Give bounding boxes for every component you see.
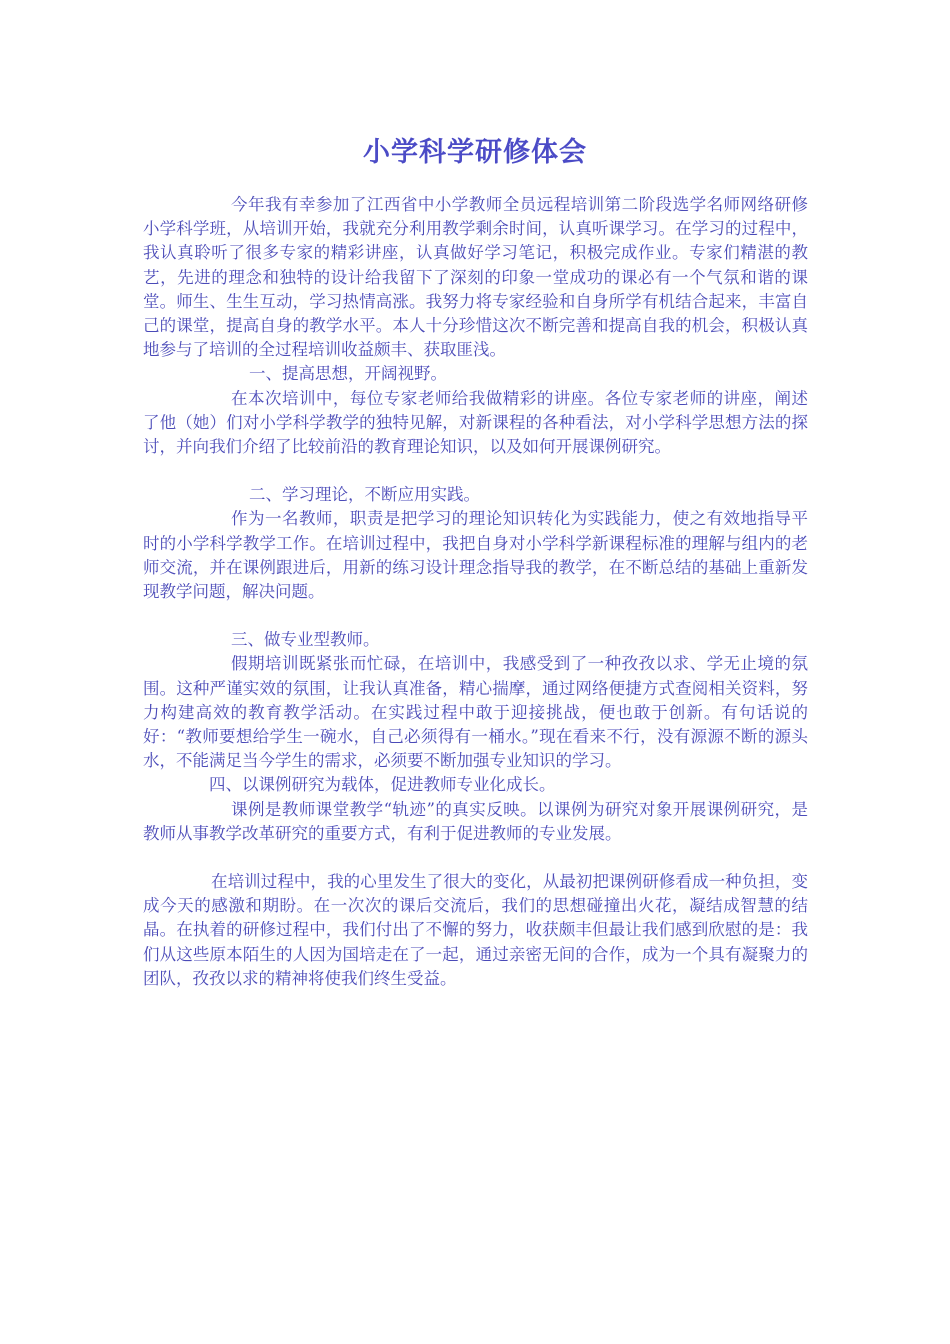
section-3-paragraph: 假期培训既紧张而忙碌，在培训中，我感受到了一种孜孜以求、学无止境的氛围。这种严谨实效的氛围，让我认真准备，精心揣摩，通过网络便捷方式查阅相关资料，努力构建高效的教育教学活动。在实践过程中敢于迎接挑战，便也敢于创新。有句话说的好：“教师要想给学生一碗水，自己必须得有一桶水。”现在看来不行，没有源源不断的源头水，不能满足当今学生的需求，必须要不断加强专业知识的学习。 (143, 654, 808, 771)
intro-paragraph: 今年我有幸参加了江西省中小学教师全员远程培训第二阶段选学名师网络研修小学科学班，从培训开始，我就充分利用教学剩余时间，认真听课学习。在学习的过程中，我认真聆听了很多专家的精彩讲座，认真做好学习笔记，积极完成作业。专家们精湛的教艺，先进的理念和独特的设计给我留下了深刻的印象一堂成功的课必有一个气氛和谐的课堂。师生、生生互动，学习热情高涨。我努力将专家经验和自身所学有机结合起来，丰富自己的课堂，提高自身的教学水平。本人十分珍惜这次不断完善和提高自我的机会，积极认真地参与了培训的全过程培训收益颇丰、获取匪浅。 (143, 195, 808, 360)
section-3-heading: 三、做专业型教师。 (231, 630, 380, 650)
section-1-heading: 一、提高思想，开阔视野。 (249, 364, 447, 384)
section-4-paragraph: 课例是教师课堂教学“轨迹”的真实反映。以课例为研究对象开展课例研究，是教师从事教学改革研究的重要方式，有利于促进教师的专业发展。 (143, 799, 808, 843)
section-2-heading: 二、学习理论，不断应用实践。 (249, 485, 480, 505)
paragraph-gap (143, 604, 808, 628)
conclusion-paragraph: 在培训过程中，我的心里发生了很大的变化，从最初把课例研修看成一种负担，变成今天的感激和期盼。在一次次的课后交流后，我们的思想碰撞出火花，凝结成智慧的结晶。在执着的研修过程中，我们付出了不懈的努力，收获颇丰但最让我们感到欣慰的是：我们从这些原本陌生的人因为国培走在了一起，通过亲密无间的合作，成为一个具有凝聚力的团队，孜孜以求的精神将使我们终生受益。 (143, 872, 808, 988)
document-body (143, 193, 808, 991)
section-1-paragraph: 在本次培训中，每位专家老师给我做精彩的讲座。各位专家老师的讲座，阐述了他（她）们对小学科学教学的独特见解，对新课程的各种看法，对小学科学思想方法的探讨，并向我们介绍了比较前沿的教育理论知识，以及如何开展课例研究。 (143, 388, 808, 457)
paragraph-gap (143, 459, 808, 483)
section-4-heading: 四、以课例研究为载体，促进教师专业化成长。 (209, 775, 556, 795)
paragraph-gap (143, 846, 808, 870)
document-title: 小学科学研修体会 (363, 137, 587, 168)
section-2-paragraph: 作为一名教师，职责是把学习的理论知识转化为实践能力，使之有效地指导平时的小学科学教学工作。在培训过程中，我把自身对小学科学新课程标准的理解与组内的老师交流，并在课例跟进后，用新的练习设计理念指导我的教学，在不断总结的基础上重新发现教学问题，解决问题。 (143, 509, 808, 602)
